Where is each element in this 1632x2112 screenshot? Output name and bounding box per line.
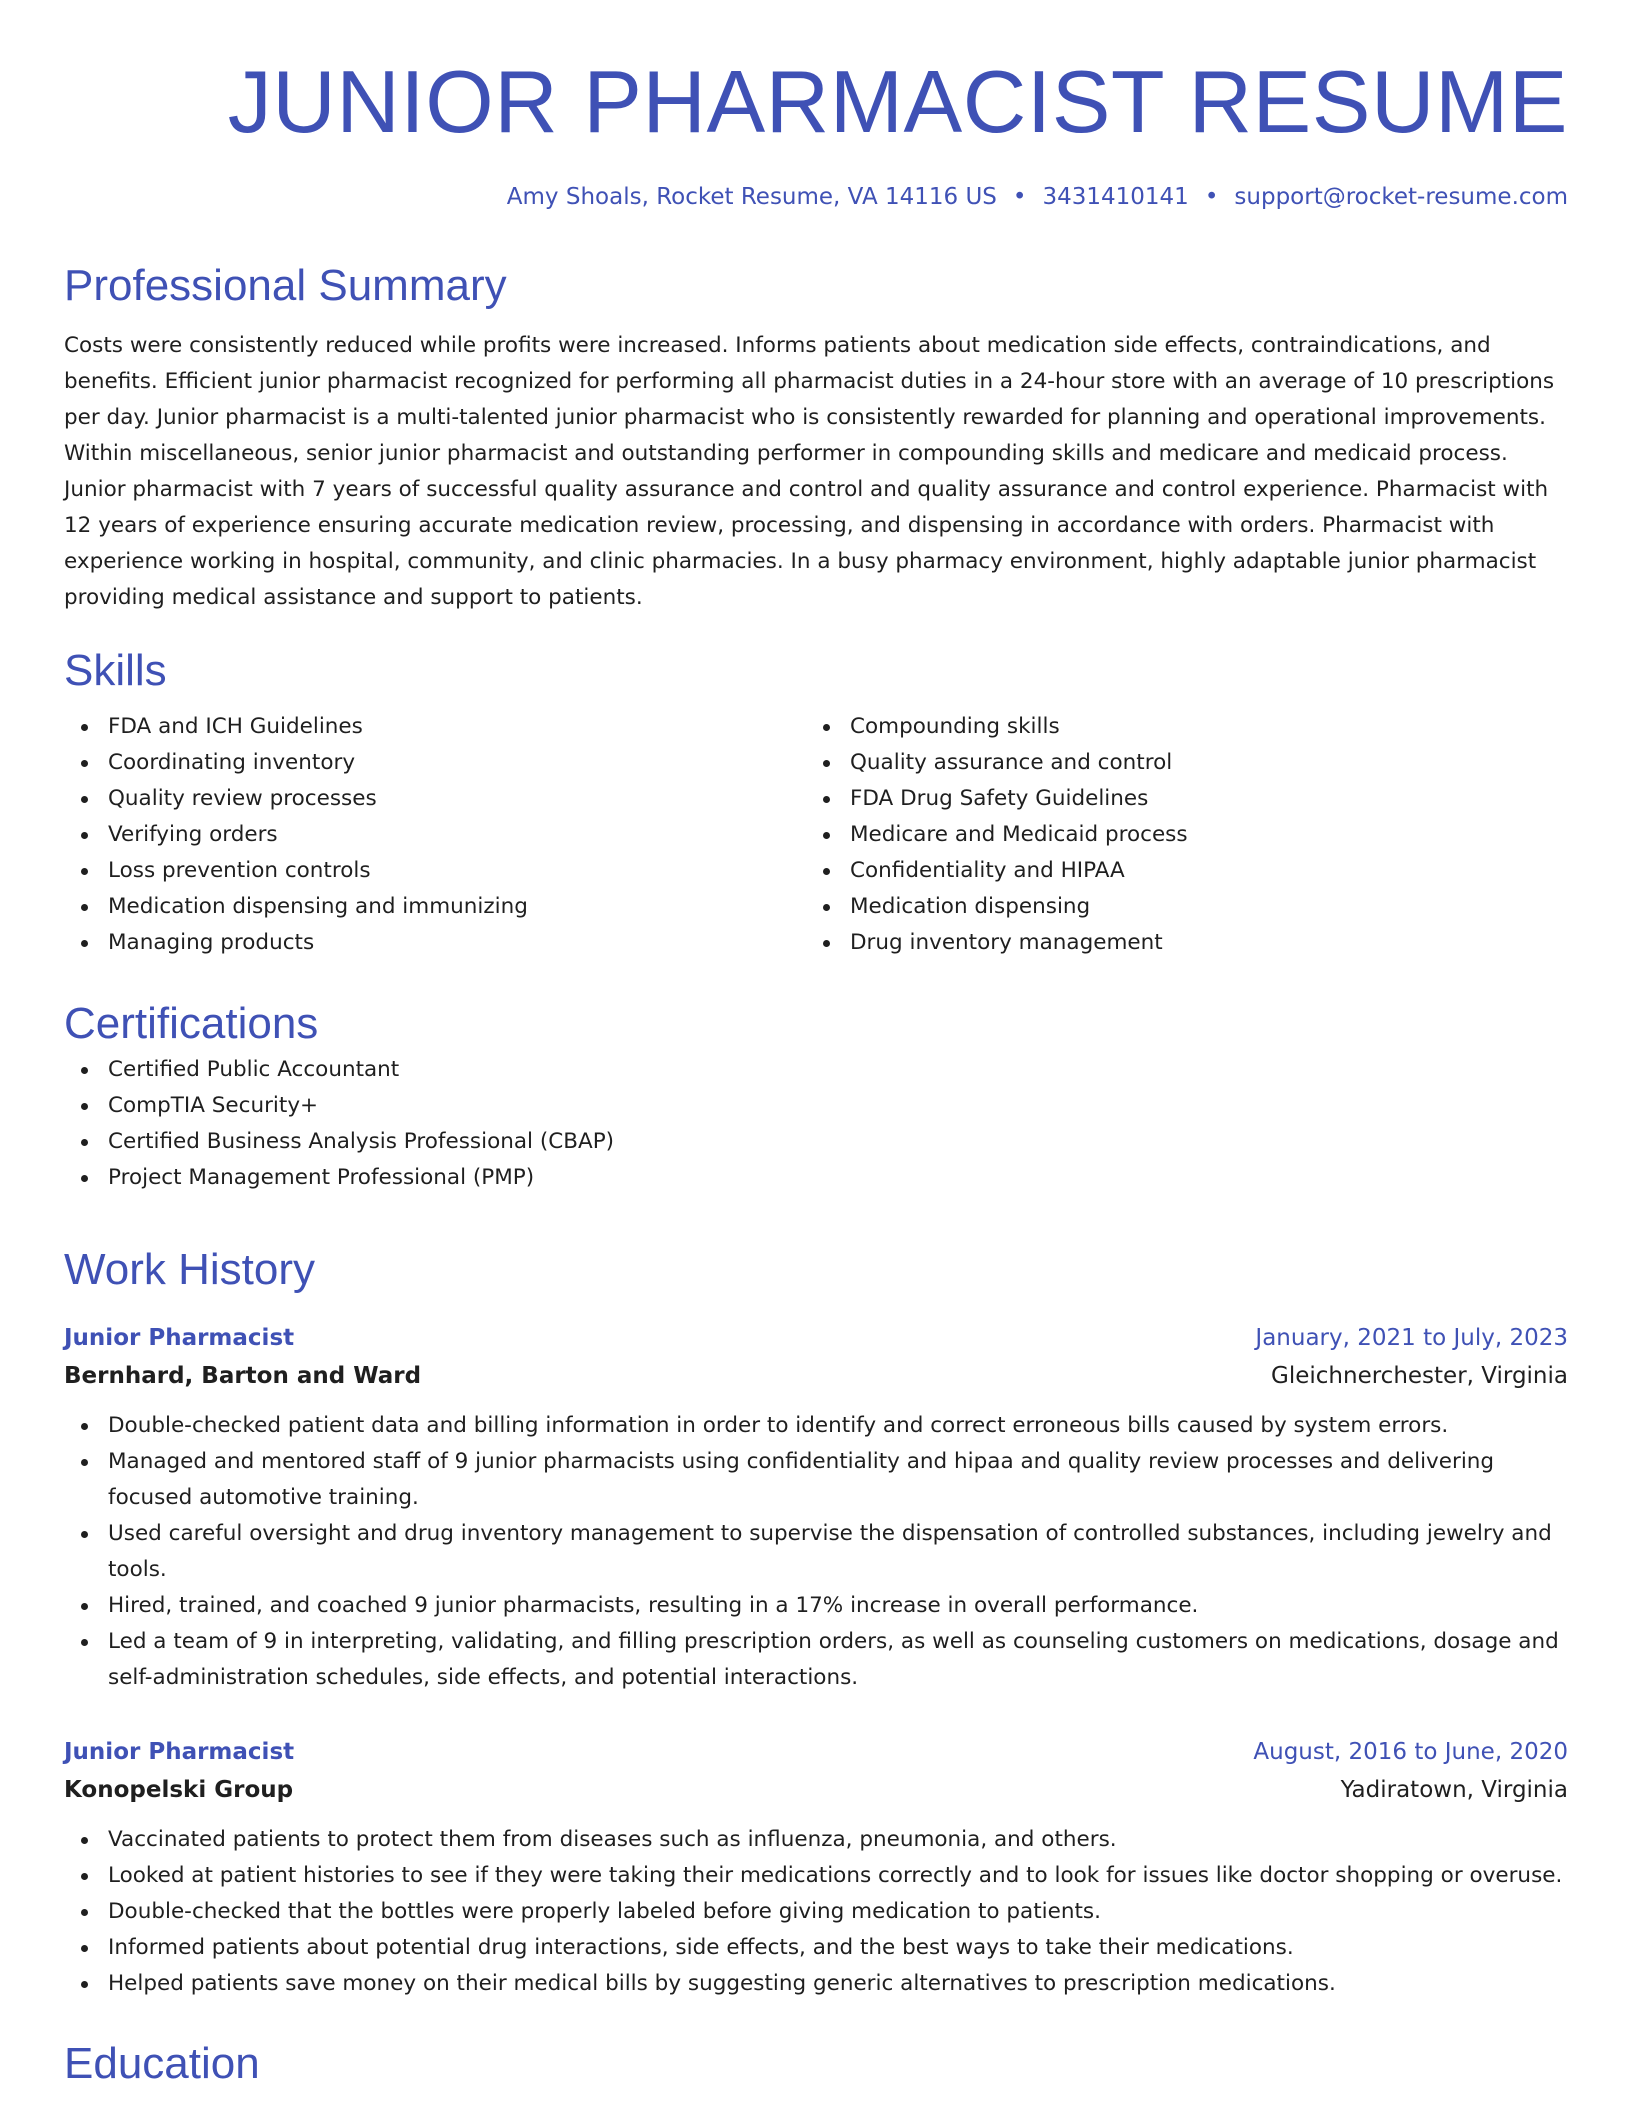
resume-title: JUNIOR PHARMACIST RESUME	[227, 52, 1568, 151]
skill-item: Confidentiality and HIPAA	[806, 853, 1548, 889]
job-entry	[64, 1320, 1568, 1696]
certification-item: Project Management Professional (PMP)	[64, 1160, 1568, 1196]
job-company-row	[64, 1770, 1568, 1810]
job-bullets	[64, 1822, 1568, 2002]
skill-item: Coordinating inventory	[64, 745, 806, 781]
job-bullet: Looked at patient histories to see if they were taking their medications correctly and to look for issues like doctor shopping or overuse.	[64, 1858, 1568, 1894]
job-dates: August, 2016 to June, 2020	[1253, 1739, 1568, 1765]
skill-item: FDA Drug Safety Guidelines	[806, 781, 1548, 817]
skill-item: Verifying orders	[64, 817, 806, 853]
contact-line	[507, 180, 1568, 214]
job-entry	[64, 1734, 1568, 2002]
job-company: Bernhard, Barton and Ward	[64, 1363, 422, 1389]
skill-item: Managing products	[64, 925, 806, 961]
job-bullet: Double-checked patient data and billing information in order to identify and correct erroneous bills caused by system errors.	[64, 1408, 1568, 1444]
skills-section	[64, 643, 1568, 961]
skill-item: FDA and ICH Guidelines	[64, 709, 806, 745]
skill-item: Quality assurance and control	[806, 745, 1548, 781]
skill-item: Loss prevention controls	[64, 853, 806, 889]
skill-item: Medication dispensing and immunizing	[64, 889, 806, 925]
skills-list-right	[806, 709, 1548, 961]
skills-heading: Skills	[64, 646, 167, 695]
summary-heading: Professional Summary	[64, 261, 507, 310]
skill-item: Quality review processes	[64, 781, 806, 817]
job-location: Yadiratown, Virginia	[1340, 1777, 1568, 1803]
work-history-heading: Work History	[64, 1245, 315, 1294]
certification-item: Certified Business Analysis Professional (CBAP)	[64, 1124, 1568, 1160]
summary-section	[64, 258, 1568, 616]
job-bullet: Double-checked that the bottles were properly labeled before giving medication to patients.	[64, 1894, 1568, 1930]
certification-item: CompTIA Security+	[64, 1088, 1568, 1124]
skills-columns	[64, 709, 1568, 961]
certification-item: Certified Public Accountant	[64, 1052, 1568, 1088]
job-title: Junior Pharmacist	[64, 1739, 295, 1765]
job-bullet: Vaccinated patients to protect them from diseases such as influenza, pneumonia, and others.	[64, 1822, 1568, 1858]
skill-item: Drug inventory management	[806, 925, 1548, 961]
skill-item: Compounding skills	[806, 709, 1548, 745]
skills-list-left	[64, 709, 806, 961]
job-bullets	[64, 1408, 1568, 1696]
job-header-row	[64, 1320, 1568, 1356]
job-bullet: Helped patients save money on their medical bills by suggesting generic alternatives to prescription medications.	[64, 1966, 1568, 2002]
job-bullet: Informed patients about potential drug interactions, side effects, and the best ways to take their medications.	[64, 1930, 1568, 1966]
skill-item: Medicare and Medicaid process	[806, 817, 1548, 853]
education-section	[64, 2036, 1568, 2092]
job-company: Konopelski Group	[64, 1777, 294, 1803]
education-heading: Education	[64, 2039, 260, 2088]
job-header-row	[64, 1734, 1568, 1770]
job-dates: January, 2021 to July, 2023	[1255, 1325, 1568, 1351]
job-bullet: Used careful oversight and drug inventory management to supervise the dispensation of controlled substances, including jewelry and tools.	[64, 1516, 1568, 1588]
skill-item: Medication dispensing	[806, 889, 1548, 925]
work-history-section	[64, 1242, 1568, 1298]
certifications-list	[64, 1052, 1568, 1196]
job-bullet: Managed and mentored staff of 9 junior pharmacists using confidentiality and hipaa and quality review processes and delivering focused automotive training.	[64, 1444, 1568, 1516]
job-location: Gleichnerchester, Virginia	[1271, 1363, 1568, 1389]
summary-text: Costs were consistently reduced while profits were increased. Informs patients about medication side effects, contraindications, and benefits. Efficient junior pharmacist recognized for performing all pharmacist duties in a 24-hour store with an average of 10 prescriptions per day. Junior pharmacist is a multi-talented junior pharmacist who is consistently rewarded for planning and operational improvements. Within miscellaneous, senior junior pharmacist and outstanding performer in compounding skills and medicare and medicaid process. Junior pharmacist with 7 years of successful quality assurance and control and quality assurance and control experience. Pharmacist with 12 years of experience ensuring accurate medication review, processing, and dispensing in accordance with orders. Pharmacist with experience working in hospital, community, and clinic pharmacies. In a busy pharmacy environment, highly adaptable junior pharmacist providing medical assistance and support to patients.	[64, 333, 1555, 610]
contact-address: Amy Shoals, Rocket Resume, VA 14116 US	[506, 184, 997, 210]
job-bullet: Hired, trained, and coached 9 junior pharmacists, resulting in a 17% increase in overall performance.	[64, 1588, 1568, 1624]
contact-separator: •	[1204, 184, 1219, 210]
certifications-section	[64, 996, 1568, 1196]
contact-separator: •	[1012, 184, 1027, 210]
job-bullet: Led a team of 9 in interpreting, validating, and filling prescription orders, as well as counseling customers on medications, dosage and self-administration schedules, side effects, and potential interactions.	[64, 1624, 1568, 1696]
job-company-row	[64, 1356, 1568, 1396]
certifications-heading: Certifications	[64, 999, 319, 1048]
contact-phone: 3431410141	[1042, 184, 1189, 210]
contact-email[interactable]: support@rocket-resume.com	[1234, 184, 1568, 210]
job-title: Junior Pharmacist	[64, 1325, 295, 1351]
